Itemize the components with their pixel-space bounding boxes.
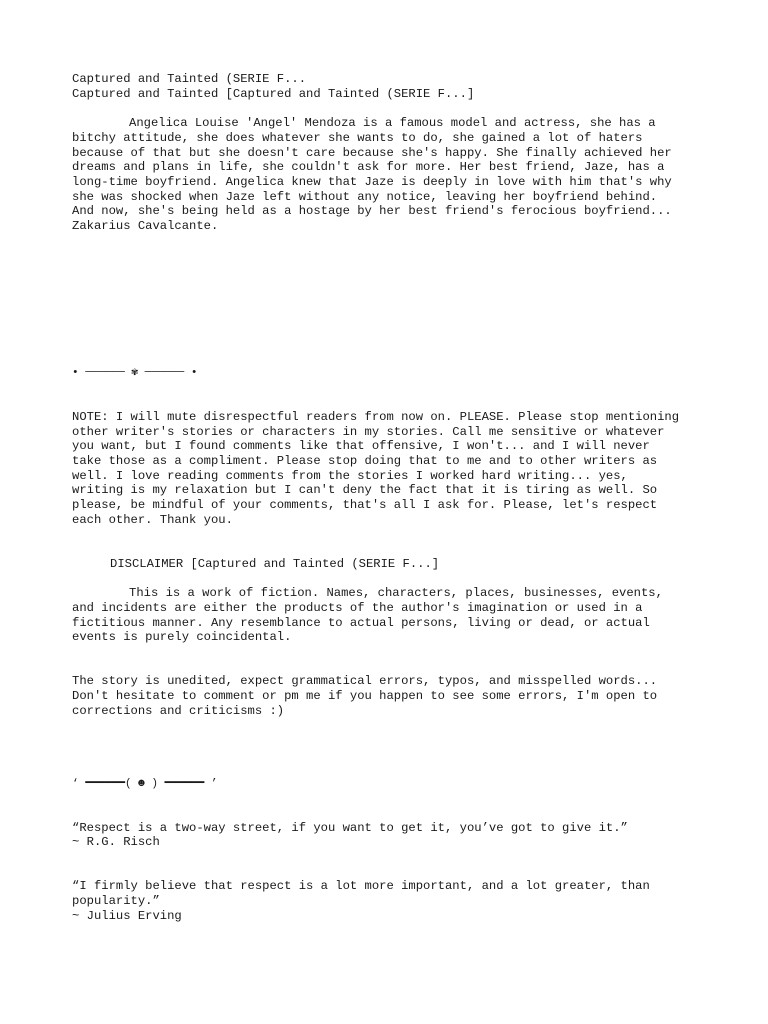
quote-block <box>72 879 712 923</box>
spacer <box>72 645 712 674</box>
title-short: Captured and Tainted (SERIE F... <box>72 72 307 86</box>
note-line: each other. Thank you. <box>72 512 233 527</box>
spacer <box>72 791 712 820</box>
synopsis-line: Angelica Louise 'Angel' Mendoza is a famous model and actress, she has a <box>129 116 656 131</box>
unedited-line: corrections and criticisms :) <box>72 703 285 718</box>
note-line: NOTE: I will mute disrespectful readers from now on. PLEASE. Please stop mentioning <box>72 409 680 424</box>
quote-author: ~ R.G. Risch <box>72 835 160 850</box>
synopsis-line: Zakarius Cavalcante. <box>72 219 219 234</box>
note-line: take those as a compliment. Please stop doing that to me and to other writers as <box>72 453 658 468</box>
note-line: other writer's stories or characters in my stories. Call me sensitive or whatever <box>72 424 665 439</box>
disclaimer-heading: DISCLAIMER [Captured and Tainted (SERIE F...] <box>110 556 440 571</box>
spacer <box>72 234 712 366</box>
disclaimer-line: events is purely coincidental. <box>72 630 292 645</box>
synopsis-line: she was shocked when Jaze left without any notice, leaving her boyfriend behind. <box>72 189 658 204</box>
smiley-divider: ‘ ━━━━━━( ☻ ) ━━━━━━ ’ <box>72 777 218 790</box>
title-full: Captured and Tainted [Captured and Tainted (SERIE F...] <box>72 86 475 101</box>
quote-author: ~ Julius Erving <box>72 908 182 923</box>
synopsis-line: bitchy attitude, she does whatever she wants to do, she gained a lot of haters <box>72 130 643 145</box>
disclaimer-body <box>72 586 712 645</box>
note-line: you want, but I found comments like that offensive, I won't... and I will never <box>72 439 650 454</box>
quote-text: “I firmly believe that respect is a lot more important, and a lot greater, than <box>72 879 650 894</box>
note-line: well. I love reading comments from the stories I worked hard writing... yes, <box>72 468 628 483</box>
synopsis-line: because of that but she doesn't care because she's happy. She finally achieved her <box>72 145 672 160</box>
spacer <box>72 101 712 116</box>
disclaimer-line: fictitious manner. Any resemblance to actual persons, living or dead, or actual <box>72 615 650 630</box>
ornament-divider: • ────── ✾ ────── • <box>72 366 198 379</box>
quote-text: “Respect is a two-way street, if you want to get it, you’ve got to give it.” <box>72 820 628 835</box>
spacer <box>72 719 712 777</box>
spacer <box>72 850 712 879</box>
unedited-line: Don't hesitate to comment or pm me if you happen to see some errors, I'm open to <box>72 689 658 704</box>
quote-block <box>72 821 712 850</box>
note-line: writing is my relaxation but I can't deny the fact that it is tiring as well. So <box>72 483 658 498</box>
disclaimer-line: and incidents are either the products of the author's imagination or used in a <box>72 600 643 615</box>
spacer <box>72 572 712 587</box>
quote-text: popularity.” <box>72 894 160 909</box>
spacer <box>72 380 712 409</box>
synopsis-line: long-time boyfriend. Angelica knew that Jaze is deeply in love with him that's why <box>72 174 672 189</box>
note-line: please, be mindful of your comments, that's all I ask for. Please, let's respect <box>72 498 658 513</box>
note-section <box>72 410 712 528</box>
disclaimer-line: This is a work of fiction. Names, characters, places, businesses, events, <box>129 586 663 601</box>
document-page <box>72 72 712 924</box>
synopsis-line: dreams and plans in life, she couldn't ask for more. Her best friend, Jaze, has a <box>72 160 665 175</box>
synopsis <box>72 116 712 234</box>
synopsis-line: And now, she's being held as a hostage by her best friend's ferocious boyfriend... <box>72 204 672 219</box>
spacer <box>72 527 712 556</box>
unedited-notice <box>72 674 712 718</box>
unedited-line: The story is unedited, expect grammatical errors, typos, and misspelled words... <box>72 674 658 689</box>
